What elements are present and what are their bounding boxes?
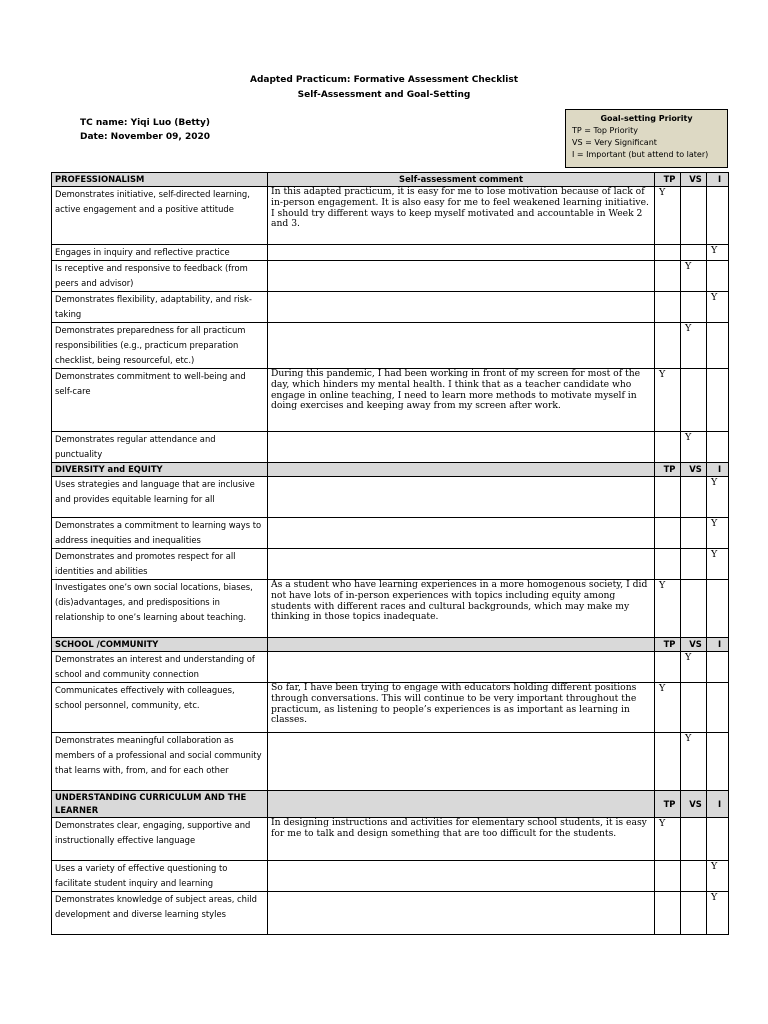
- comment-cell: [268, 323, 655, 369]
- vs-mark: [681, 861, 707, 892]
- comment-cell: As a student who have learning experiences in a more homogenous society, I did not have lots of in-person experiences with topics including equity among students with different races and cultural backgrounds, which may make my thinking in those topics inadequate.: [268, 580, 655, 638]
- vs-mark: [681, 818, 707, 861]
- legend-heading: Goal-setting Priority: [600, 114, 693, 123]
- i-mark: [707, 818, 729, 861]
- vs-column-header: VS: [681, 638, 707, 652]
- criterion-cell: Communicates effectively with colleagues, school personnel, community, etc.: [52, 683, 268, 733]
- i-mark: Y: [707, 892, 729, 935]
- table-row: [52, 261, 729, 292]
- vs-mark: [681, 549, 707, 580]
- comment-cell: [268, 245, 655, 261]
- comment-cell: [268, 477, 655, 518]
- comment-cell: [268, 292, 655, 323]
- table-row: [52, 187, 729, 245]
- i-mark: Y: [707, 861, 729, 892]
- criterion-cell: Demonstrates and promotes respect for all identities and abilities: [52, 549, 268, 580]
- tp-column-header: TP: [655, 791, 681, 818]
- comment-cell: [268, 861, 655, 892]
- legend-vs: VS = Very Significant: [572, 138, 657, 147]
- tp-mark: [655, 245, 681, 261]
- comment-cell: During this pandemic, I had been working in front of my screen for most of the day, which hinders my mental health. I think that as a teacher candidate who engage in online teaching, I need to learn more methods to motivate myself in doing exercises and keeping away from my screen after work.: [268, 369, 655, 432]
- vs-mark: Y: [681, 261, 707, 292]
- tp-mark: Y: [655, 683, 681, 733]
- criterion-cell: Demonstrates regular attendance and punctuality: [52, 432, 268, 463]
- section-name: PROFESSIONALISM: [52, 173, 268, 187]
- vs-mark: [681, 683, 707, 733]
- i-mark: Y: [707, 477, 729, 518]
- i-mark: [707, 683, 729, 733]
- priority-legend: [565, 109, 728, 168]
- vs-column-header: VS: [681, 173, 707, 187]
- comment-cell: [268, 733, 655, 791]
- vs-mark: Y: [681, 733, 707, 791]
- vs-mark: [681, 245, 707, 261]
- table-row: [52, 652, 729, 683]
- vs-mark: [681, 187, 707, 245]
- tp-mark: [655, 652, 681, 683]
- document-subtitle: Self-Assessment and Goal-Setting: [297, 90, 471, 100]
- document-title: Adapted Practicum: Formative Assessment Checklist: [249, 75, 519, 85]
- tp-mark: [655, 892, 681, 935]
- vs-mark: [681, 292, 707, 323]
- comment-cell: [268, 432, 655, 463]
- criterion-cell: Is receptive and responsive to feedback (from peers and advisor): [52, 261, 268, 292]
- criterion-cell: Demonstrates initiative, self-directed learning, active engagement and a positive attitude: [52, 187, 268, 245]
- tp-mark: [655, 477, 681, 518]
- section-name: SCHOOL /COMMUNITY: [52, 638, 268, 652]
- i-mark: [707, 652, 729, 683]
- comment-cell: [268, 261, 655, 292]
- i-mark: Y: [707, 518, 729, 549]
- i-mark: [707, 580, 729, 638]
- comment-column-header: [268, 638, 655, 652]
- section-header: [52, 638, 729, 652]
- tp-mark: [655, 549, 681, 580]
- section-name: DIVERSITY and EQUITY: [52, 463, 268, 477]
- comment-cell: [268, 518, 655, 549]
- table-row: [52, 549, 729, 580]
- comment-column-header: [268, 463, 655, 477]
- criterion-cell: Uses strategies and language that are inclusive and provides equitable learning for all: [52, 477, 268, 518]
- tp-column-header: TP: [655, 173, 681, 187]
- criterion-cell: Demonstrates commitment to well-being and self-care: [52, 369, 268, 432]
- table-row: [52, 323, 729, 369]
- section-header: [52, 173, 729, 187]
- table-row: [52, 733, 729, 791]
- table-row: [52, 432, 729, 463]
- i-mark: [707, 323, 729, 369]
- i-mark: [707, 733, 729, 791]
- table-row: [52, 477, 729, 518]
- i-mark: Y: [707, 549, 729, 580]
- tp-mark: Y: [655, 818, 681, 861]
- table-row: [52, 292, 729, 323]
- criterion-cell: Demonstrates knowledge of subject areas, child development and diverse learning styles: [52, 892, 268, 935]
- legend-i: I = Important (but attend to later): [572, 150, 709, 159]
- tp-mark: [655, 861, 681, 892]
- table-row: [52, 683, 729, 733]
- criterion-cell: Demonstrates preparedness for all practicum responsibilities (e.g., practicum preparation checklist, being resourceful, etc.): [52, 323, 268, 369]
- tp-mark: [655, 518, 681, 549]
- legend-tp: TP = Top Priority: [572, 126, 639, 135]
- criterion-cell: Demonstrates clear, engaging, supportive and instructionally effective language: [52, 818, 268, 861]
- section-header: [52, 791, 729, 818]
- i-column-header: I: [707, 173, 729, 187]
- vs-mark: Y: [681, 432, 707, 463]
- i-mark: [707, 369, 729, 432]
- vs-mark: [681, 369, 707, 432]
- criterion-cell: Engages in inquiry and reflective practice: [52, 245, 268, 261]
- tp-mark: [655, 432, 681, 463]
- section-header: [52, 463, 729, 477]
- vs-mark: [681, 580, 707, 638]
- i-mark: [707, 432, 729, 463]
- table-row: [52, 369, 729, 432]
- table-row: [52, 245, 729, 261]
- tp-mark: [655, 323, 681, 369]
- i-mark: [707, 187, 729, 245]
- tp-mark: [655, 292, 681, 323]
- assessment-table: [51, 172, 729, 935]
- criterion-cell: Demonstrates meaningful collaboration as members of a professional and social community that learns with, from, and for each other: [52, 733, 268, 791]
- vs-mark: [681, 892, 707, 935]
- table-row: [52, 580, 729, 638]
- i-mark: [707, 261, 729, 292]
- tp-column-header: TP: [655, 463, 681, 477]
- tp-mark: Y: [655, 369, 681, 432]
- date: Date: November 09, 2020: [80, 132, 210, 142]
- i-column-header: I: [707, 791, 729, 818]
- tp-mark: Y: [655, 580, 681, 638]
- table-row: [52, 518, 729, 549]
- vs-mark: Y: [681, 323, 707, 369]
- i-column-header: I: [707, 638, 729, 652]
- comment-cell: In this adapted practicum, it is easy for me to lose motivation because of lack of in-person engagement. It is also easy for me to feel weakened learning initiative. I should try different ways to keep myself motivated and accountable in Week 2 and 3.: [268, 187, 655, 245]
- table-row: [52, 861, 729, 892]
- section-name: UNDERSTANDING CURRICULUM AND THE LEARNER: [52, 791, 268, 818]
- comment-cell: [268, 549, 655, 580]
- comment-cell: In designing instructions and activities for elementary school students, it is easy for me to talk and design something that are too difficult for the students.: [268, 818, 655, 861]
- criterion-cell: Demonstrates flexibility, adaptability, and risk-taking: [52, 292, 268, 323]
- tp-mark: [655, 261, 681, 292]
- comment-column-header: Self-assessment comment: [268, 173, 655, 187]
- vs-column-header: VS: [681, 791, 707, 818]
- vs-column-header: VS: [681, 463, 707, 477]
- i-column-header: I: [707, 463, 729, 477]
- vs-mark: [681, 477, 707, 518]
- comment-column-header: [268, 791, 655, 818]
- criterion-cell: Demonstrates a commitment to learning ways to address inequities and inequalities: [52, 518, 268, 549]
- vs-mark: [681, 518, 707, 549]
- criterion-cell: Demonstrates an interest and understanding of school and community connection: [52, 652, 268, 683]
- vs-mark: Y: [681, 652, 707, 683]
- table-row: [52, 818, 729, 861]
- i-mark: Y: [707, 245, 729, 261]
- i-mark: Y: [707, 292, 729, 323]
- tc-name: TC name: Yiqi Luo (Betty): [80, 118, 210, 128]
- tp-column-header: TP: [655, 638, 681, 652]
- tp-mark: Y: [655, 187, 681, 245]
- comment-cell: [268, 652, 655, 683]
- criterion-cell: Uses a variety of effective questioning to facilitate student inquiry and learning: [52, 861, 268, 892]
- comment-cell: [268, 892, 655, 935]
- table-row: [52, 892, 729, 935]
- tp-mark: [655, 733, 681, 791]
- comment-cell: So far, I have been trying to engage with educators holding different positions through conversations. This will continue to be very important throughout the practicum, as listening to people’s experiences is as important as learning in classes.: [268, 683, 655, 733]
- criterion-cell: Investigates one’s own social locations, biases, (dis)advantages, and predispositions in relationship to one’s learning about teaching.: [52, 580, 268, 638]
